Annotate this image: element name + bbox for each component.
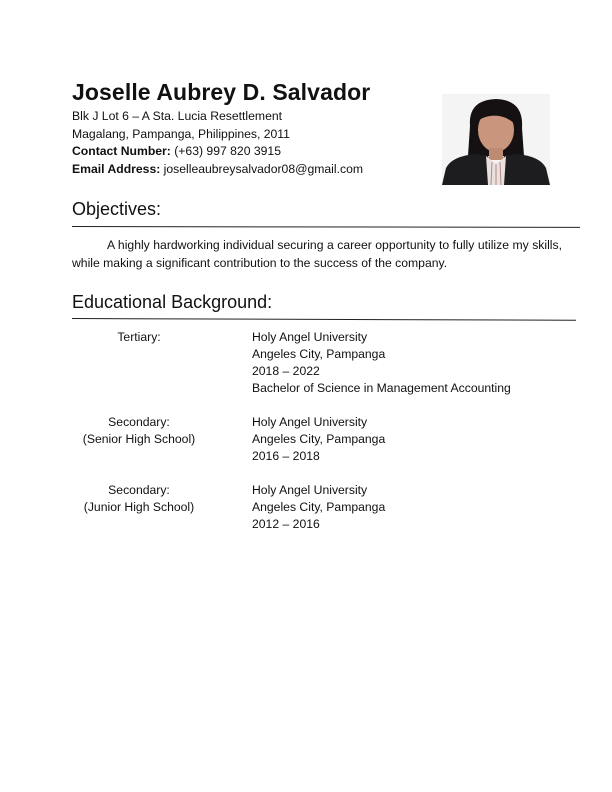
- education-divider: [72, 318, 576, 321]
- address-line-1: Blk J Lot 6 – A Sta. Lucia Resettlement: [72, 109, 283, 123]
- school-years: 2018 – 2022: [252, 364, 320, 378]
- school-name: Holy Angel University: [252, 483, 368, 497]
- education-entry-tertiary-details: [252, 329, 511, 397]
- degree: Bachelor of Science in Management Accounting: [252, 381, 511, 395]
- education-entry-senior-high-details: [252, 414, 385, 465]
- school-name: Holy Angel University: [252, 330, 368, 344]
- education-level: Secondary:: [108, 415, 170, 429]
- education-sublevel: (Junior High School): [83, 500, 195, 514]
- contact-block: [72, 108, 363, 178]
- education-sublevel: (Senior High School): [82, 432, 196, 446]
- school-name: Holy Angel University: [252, 415, 368, 429]
- school-location: Angeles City, Pampanga: [252, 500, 386, 514]
- education-entry-junior-high-details: [252, 482, 385, 533]
- profile-photo-image: [442, 94, 550, 185]
- contact-number-value: (+63) 997 820 3915: [170, 144, 281, 158]
- objectives-text: A highly hardworking individual securing a career opportunity to fully utilize my skills, while making a significant contribution to the success of the company.: [72, 238, 562, 270]
- contact-number-line: [72, 143, 363, 161]
- education-entry-junior-high-label: [72, 482, 206, 516]
- objectives-heading: Objectives:: [72, 199, 162, 219]
- education-entry-tertiary-label: [72, 329, 206, 346]
- education-entry-senior-high-label: [72, 414, 206, 448]
- email-label: Email Address:: [72, 161, 161, 176]
- email-value: joselleaubreysalvador08@gmail.com: [160, 161, 364, 176]
- school-location: Angeles City, Pampanga: [252, 347, 386, 361]
- school-years: 2016 – 2018: [252, 449, 320, 463]
- applicant-name: Joselle Aubrey D. Salvador: [72, 79, 371, 105]
- school-location: Angeles City, Pampanga: [252, 432, 386, 446]
- contact-number-label: Contact Number:: [72, 144, 171, 158]
- profile-photo: [442, 94, 550, 185]
- objectives-divider: [72, 226, 580, 228]
- email-line: [72, 161, 363, 179]
- education-level: Tertiary:: [117, 330, 161, 344]
- education-heading: Educational Background:: [72, 292, 273, 312]
- address-line-2: Magalang, Pampanga, Philippines, 2011: [72, 126, 290, 141]
- education-level: Secondary:: [108, 483, 170, 497]
- school-years: 2012 – 2016: [252, 517, 320, 531]
